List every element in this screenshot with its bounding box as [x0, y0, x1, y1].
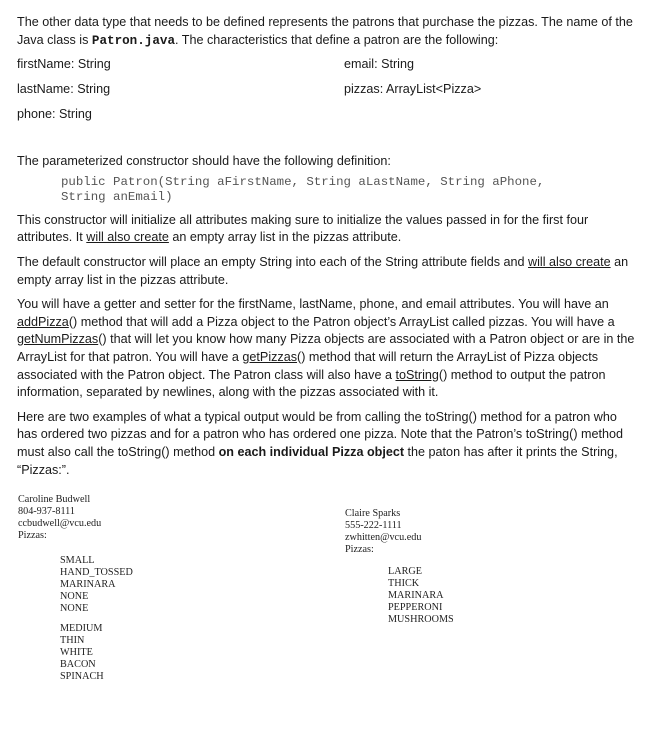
ex1-p1-topping2: NONE	[60, 603, 89, 614]
example-output-1	[18, 494, 101, 542]
p3-text-3: () that will let you know how many Pizza objects are associated with a Patron object or are in the ArrayList for that patron. You will have a	[17, 332, 635, 364]
ex1-p2-topping1: BACON	[60, 659, 96, 670]
ex1-p1-size: SMALL	[60, 555, 95, 566]
p3-text-1: You will have a getter and setter for the firstName, lastName, phone, and email attributes. You will have an	[17, 297, 609, 312]
ex1-name: Caroline Budwell	[18, 494, 91, 505]
ex1-phone: 804-937-8111	[18, 506, 75, 517]
ex1-p1-crust: HAND_TOSSED	[60, 567, 133, 578]
ex1-pizzas-label: Pizzas:	[18, 530, 47, 541]
p2-text-end: an empty array list in the pizzas attribute.	[17, 254, 629, 287]
p1-underline: will also create	[86, 230, 169, 245]
ex2-email: zwhitten@vcu.edu	[345, 532, 422, 543]
attr-phone: phone: String	[17, 107, 92, 122]
attr-email: email: String	[344, 57, 414, 72]
p4-text-end: the paton has after it prints the String, “Pizzas:”.	[17, 444, 618, 477]
p2-underline: will also create	[528, 254, 611, 269]
intro-text: The other data type that needs to be defined represents the patrons that purchase the pizzas. The name of the Java class is	[17, 15, 633, 47]
examples-paragraph	[17, 409, 637, 479]
intro-text-end: . The characteristics that define a patron are the following:	[175, 32, 499, 47]
getpizzas-method: getPizzas	[242, 349, 298, 364]
ex1-email: ccbudwell@vcu.edu	[18, 518, 102, 529]
ex2-p1-crust: THICK	[388, 578, 420, 589]
ex1-pizza-1	[60, 555, 133, 615]
methods-paragraph	[17, 296, 637, 402]
attribute-list	[17, 56, 637, 131]
ex1-p2-topping2: SPINACH	[60, 671, 104, 682]
ex2-p1-topping2: MUSHROOMS	[388, 614, 454, 625]
constructor-heading: The parameterized constructor should have the following definition:	[17, 154, 391, 169]
attr-pizzas: pizzas: ArrayList<Pizza>	[344, 82, 482, 97]
p3-text-5: () method to output the patron information, separated by newlines, along with the pizzas associated with it.	[17, 367, 606, 400]
class-name: Patron.java	[91, 33, 176, 48]
ex2-phone: 555-222-1111	[345, 520, 402, 531]
p3-text-4: () method that will return the ArrayList of Pizza objects associated with the Patron object. The Patron class will also have a	[17, 349, 599, 382]
constructor-line-1: public Patron(String aFirstName, String aLastName, String aPhone,	[61, 174, 545, 189]
constructor-code	[61, 175, 637, 206]
p1-text: This constructor will initialize all attributes making sure to initialize the values passed in for the first four attributes. It	[17, 212, 589, 245]
ex2-p1-size: LARGE	[388, 566, 422, 577]
constructor-paragraph	[17, 212, 637, 247]
document-body	[17, 14, 637, 479]
p4-bold: on each individual Pizza object	[218, 444, 405, 459]
ex1-p1-sauce: MARINARA	[60, 579, 116, 590]
p3-text-2: () method that will add a Pizza object to the Patron object’s ArrayList called pizzas. You will have a	[68, 314, 615, 329]
ex2-name: Claire Sparks	[345, 508, 401, 519]
ex2-p1-topping1: PEPPERONI	[388, 602, 443, 613]
ex1-p2-crust: THIN	[60, 635, 85, 646]
constructor-line-2: String anEmail)	[61, 190, 173, 205]
intro-paragraph	[17, 14, 637, 50]
example-output-2	[345, 508, 421, 556]
attr-firstname: firstName: String	[17, 57, 111, 72]
ex2-pizzas-label: Pizzas:	[345, 544, 374, 555]
ex1-p2-size: MEDIUM	[60, 623, 103, 634]
p4-text: Here are two examples of what a typical output would be from calling the toString() method for a patron who has ordered two pizzas and for a patron who has ordered one pizza. Note that the Patron’s toString() method must also call the toString() method	[17, 409, 624, 459]
p2-text: The default constructor will place an empty String into each of the String attribute fields and	[17, 254, 529, 269]
ex1-p1-topping1: NONE	[60, 591, 89, 602]
addpizza-method: addPizza	[17, 314, 69, 329]
ex1-p2-sauce: WHITE	[60, 647, 93, 658]
tostring-method: toString	[395, 367, 439, 382]
getnumpizzas-method: getNumPizzas	[17, 332, 99, 347]
ex2-p1-sauce: MARINARA	[388, 590, 444, 601]
attr-lastname: lastName: String	[17, 82, 111, 97]
p1-text-end: an empty array list in the pizzas attribute.	[168, 230, 402, 245]
ex1-pizza-2	[60, 623, 104, 683]
ex2-pizza-1	[388, 566, 454, 626]
default-constructor-paragraph	[17, 254, 637, 289]
